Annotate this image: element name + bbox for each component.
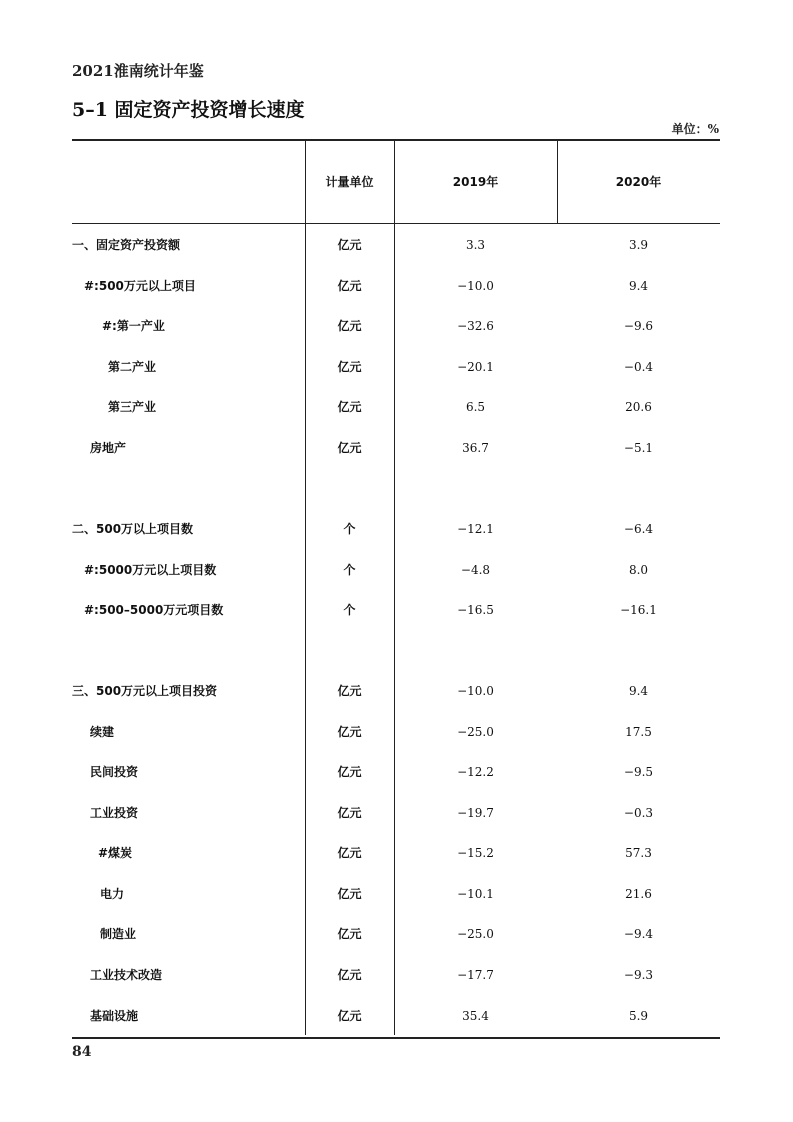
row-label: 二、500万以上项目数 [72,522,194,536]
row-unit: 亿元 [337,887,362,901]
table-row [72,843,720,863]
row-unit: 亿元 [337,927,362,941]
value-2019: −10.0 [457,279,494,293]
value-2019: −19.7 [457,806,494,820]
value-2020: −9.6 [623,319,654,333]
value-2019: −32.6 [457,319,494,333]
value-2020: 9.4 [628,684,649,698]
row-unit: 亿元 [337,806,362,820]
table-row [72,722,720,742]
value-2019: −4.8 [460,563,491,577]
value-2019: −25.0 [457,725,494,739]
row-unit: 个 [343,603,356,617]
table-row [72,235,720,255]
table-row [72,397,720,417]
value-2020: 8.0 [628,563,649,577]
table-row [72,357,720,377]
row-unit: 亿元 [337,765,362,779]
value-2019: −10.0 [457,684,494,698]
table-row [72,965,720,985]
row-unit: 亿元 [337,238,362,252]
table-row [72,560,720,580]
value-2020: 5.9 [628,1009,649,1023]
row-unit: 亿元 [337,279,362,293]
row-label: #:5000万元以上项目数 [84,563,217,577]
row-label: 一、固定资产投资额 [72,238,181,252]
row-label: 三、500万元以上项目投资 [72,684,218,698]
table-title: 5–1 固定资产投资增长速度 [72,99,305,121]
row-label: #:500万元以上项目 [84,279,196,293]
row-label: 民间投资 [90,765,139,779]
table-row [72,600,720,620]
table-row [72,681,720,701]
value-2020: −0.4 [623,360,654,374]
header-item [72,141,305,223]
row-label: 续建 [90,725,115,739]
value-2019: −12.2 [457,765,494,779]
row-unit: 亿元 [337,846,362,860]
table-row [72,316,720,336]
value-2020: −9.3 [623,968,654,982]
value-2019: 35.4 [462,1009,489,1023]
value-2019: −12.1 [457,522,494,536]
row-unit: 亿元 [337,360,362,374]
value-2019: 3.3 [465,238,486,252]
row-unit: 亿元 [337,684,362,698]
value-2019: −20.1 [457,360,494,374]
row-label: 制造业 [100,927,137,941]
row-label: #:500–5000万元项目数 [84,603,224,617]
value-2020: −16.1 [620,603,657,617]
header-2020: 2020年 [615,175,662,189]
row-label: 电力 [100,887,125,901]
column-divider [557,141,558,223]
value-2020: 17.5 [625,725,652,739]
value-2020: 57.3 [625,846,652,860]
value-2019: −25.0 [457,927,494,941]
table-row [72,276,720,296]
table-row [72,762,720,782]
value-2019: −10.1 [457,887,494,901]
row-unit: 亿元 [337,400,362,414]
value-2019: −16.5 [457,603,494,617]
header-2019: 2019年 [452,175,499,189]
value-2020: 9.4 [628,279,649,293]
row-unit: 亿元 [337,968,362,982]
table-row [72,924,720,944]
table-row [72,438,720,458]
header-unit: 计量单位 [325,175,374,189]
row-label: 房地产 [90,441,127,455]
table-row [72,884,720,904]
value-2020: 3.9 [628,238,649,252]
row-unit: 亿元 [337,441,362,455]
table-row [72,519,720,539]
row-unit: 亿元 [337,725,362,739]
value-2020: −9.4 [623,927,654,941]
table-row [72,803,720,823]
table-row [72,1006,720,1026]
row-unit: 亿元 [337,319,362,333]
running-head: 2021淮南统计年鉴 [72,62,204,80]
value-2020: 20.6 [625,400,652,414]
value-2020: −9.5 [623,765,654,779]
row-label: 工业技术改造 [90,968,163,982]
unit-label: 单位：% [671,122,719,136]
value-2020: 21.6 [625,887,652,901]
value-2019: −17.7 [457,968,494,982]
row-unit: 亿元 [337,1009,362,1023]
table-header [72,141,720,224]
row-label: 第二产业 [108,360,157,374]
value-2020: −0.3 [623,806,654,820]
row-label: #煤炭 [98,846,133,860]
data-table [72,139,720,1039]
value-2019: −15.2 [457,846,494,860]
row-label: #:第一产业 [102,319,165,333]
row-label: 第三产业 [108,400,157,414]
value-2020: −6.4 [623,522,654,536]
row-label: 基础设施 [90,1009,139,1023]
value-2019: 6.5 [465,400,486,414]
row-label: 工业投资 [90,806,139,820]
row-unit: 个 [343,522,356,536]
value-2020: −5.1 [623,441,654,455]
value-2019: 36.7 [462,441,489,455]
row-unit: 个 [343,563,356,577]
page-number: 84 [72,1044,92,1060]
